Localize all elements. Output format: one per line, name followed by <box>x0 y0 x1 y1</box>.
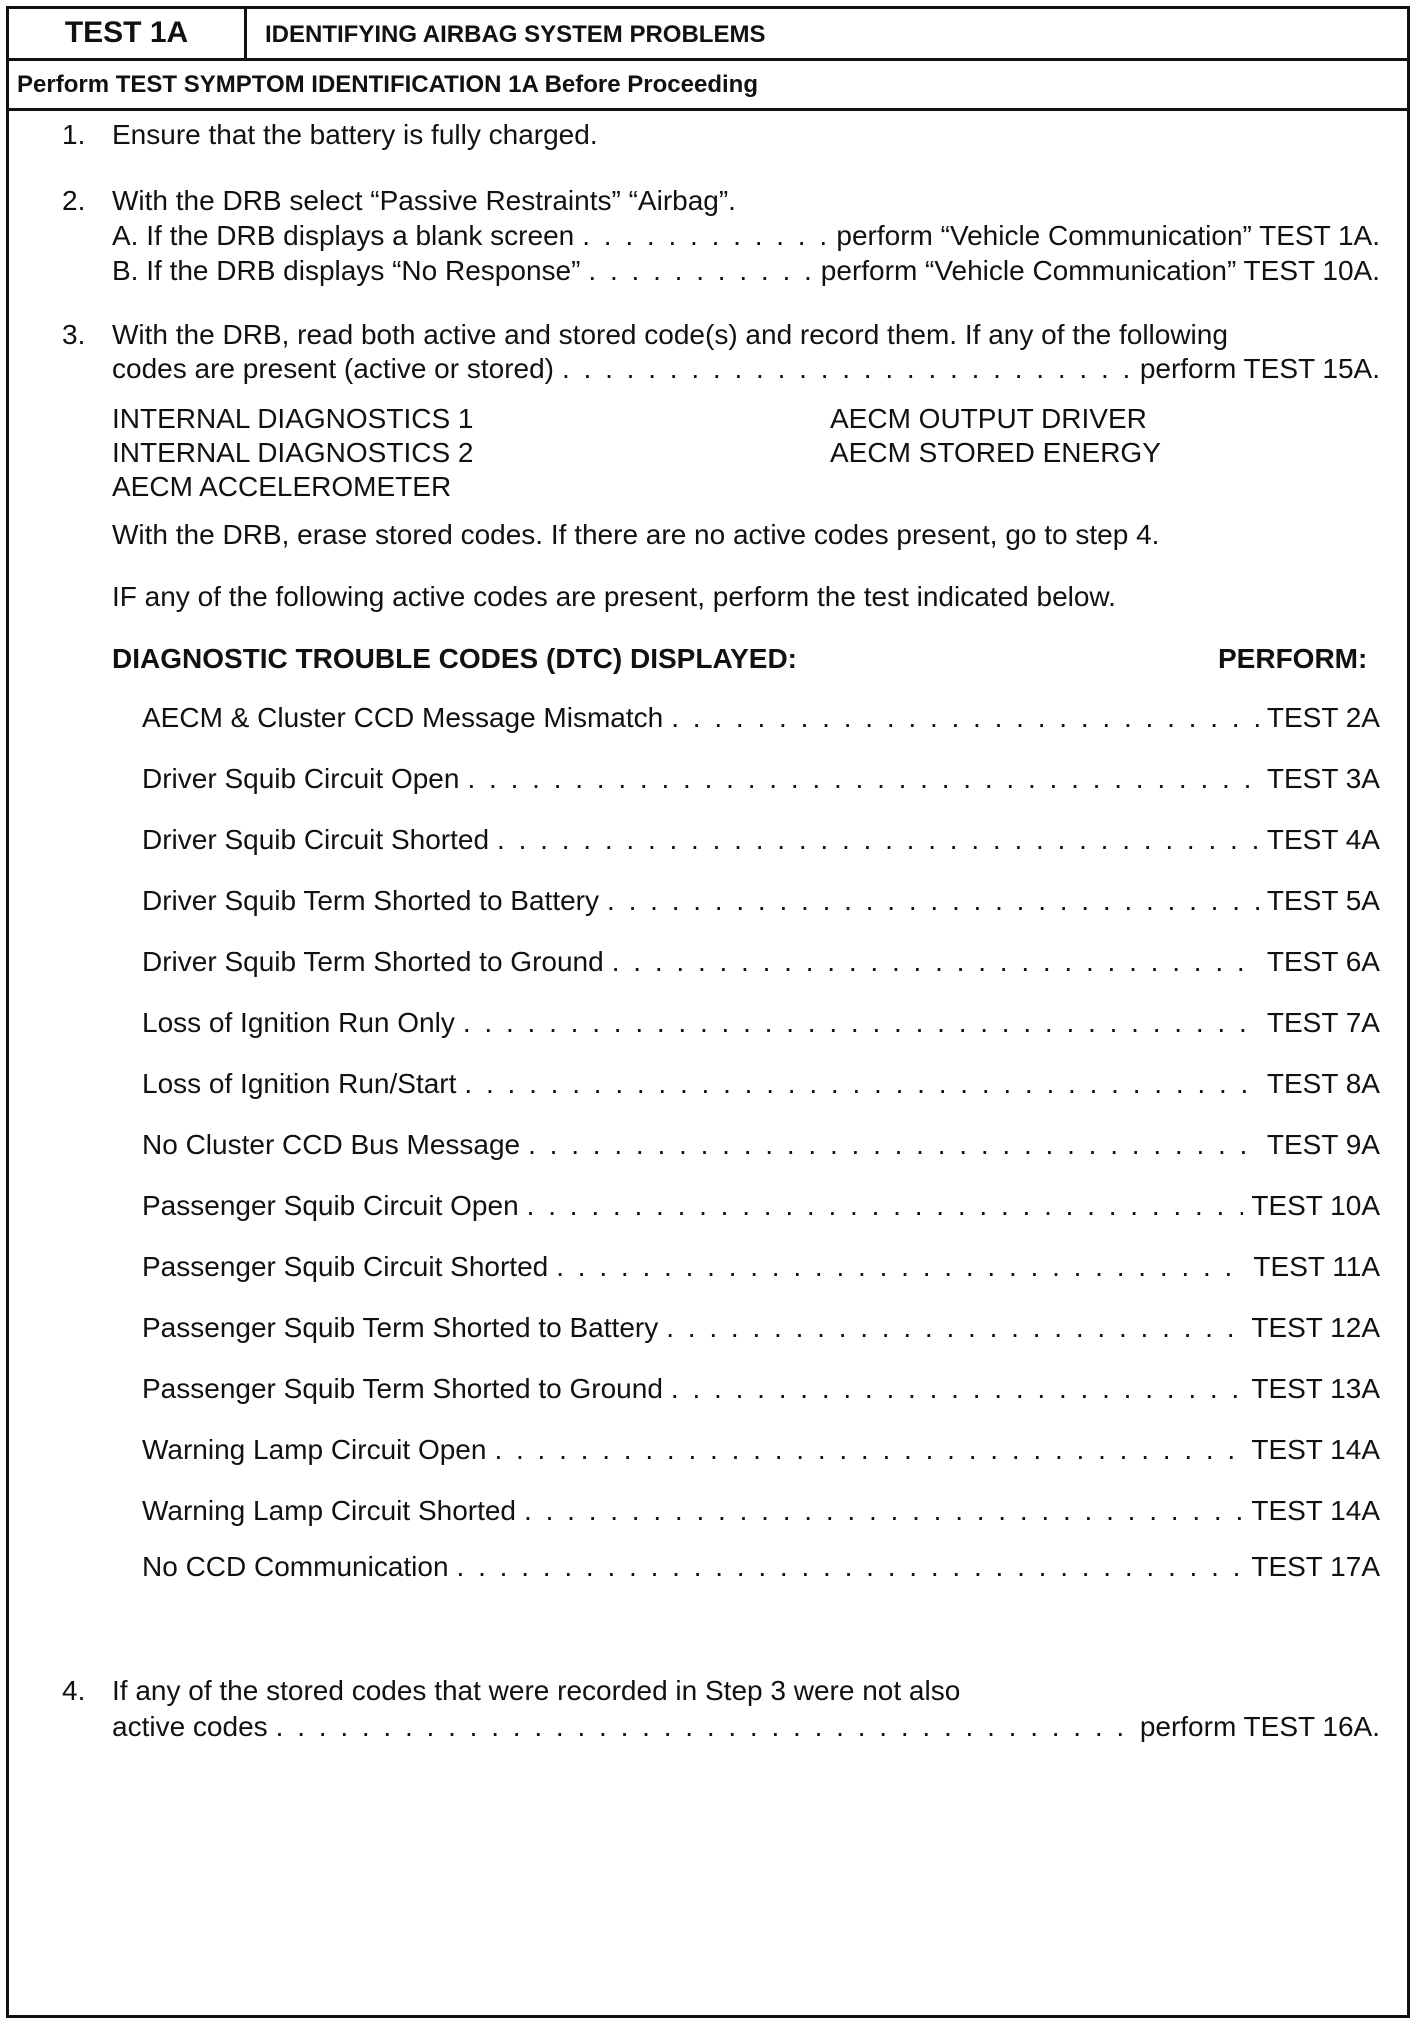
dtc-test: TEST 6A <box>1266 946 1380 977</box>
step-3-erase-text: With the DRB, erase stored codes. If there are no active codes present, go to step 4. <box>112 519 1160 550</box>
dtc-test: TEST 14A <box>1251 1495 1380 1526</box>
dtc-test: TEST 13A <box>1251 1373 1380 1404</box>
step-2b-text: B. If the DRB displays “No Response” <box>112 255 581 286</box>
dtc-test: TEST 12A <box>1251 1312 1380 1343</box>
dtc-test: TEST 9A <box>1266 1129 1380 1160</box>
dtc-row <box>142 823 1380 857</box>
leader-dots <box>528 1128 1259 1162</box>
dtc-row <box>142 1311 1380 1345</box>
leader-dots <box>588 254 812 288</box>
subtitle: Perform TEST SYMPTOM IDENTIFICATION 1A Before Proceeding <box>9 61 1407 111</box>
dtc-code: No Cluster CCD Bus Message <box>142 1129 521 1160</box>
dtc-code: Loss of Ignition Run Only <box>142 1007 455 1038</box>
leader-dots <box>467 762 1258 796</box>
step-3-line1: With the DRB, read both active and stored code(s) and record them. If any of the following <box>112 319 1228 350</box>
leader-dots <box>562 352 1132 386</box>
step-2a-action: perform “Vehicle Communication” TEST 1A. <box>836 220 1380 251</box>
leader-dots <box>276 1710 1132 1744</box>
dtc-code: Warning Lamp Circuit Shorted <box>142 1495 517 1526</box>
dtc-row <box>142 1494 1380 1528</box>
leader-dots <box>494 1433 1243 1467</box>
step-4-line1: If any of the stored codes that were recorded in Step 3 were not also <box>112 1675 961 1706</box>
step-2-number: 2. <box>62 185 86 216</box>
code-accelerometer: AECM ACCELEROMETER <box>112 471 452 502</box>
dtc-code: AECM & Cluster CCD Message Mismatch <box>142 702 664 733</box>
dtc-row <box>142 701 1380 735</box>
step-4-number: 4. <box>62 1675 86 1706</box>
leader-dots <box>612 945 1259 979</box>
leader-dots <box>463 1006 1259 1040</box>
code-internal-diag-1: INTERNAL DIAGNOSTICS 1 <box>112 403 474 434</box>
dtc-row <box>142 1250 1380 1284</box>
step-1-text: Ensure that the battery is fully charged. <box>112 119 598 150</box>
step-4-line2 <box>112 1710 1380 1744</box>
leader-dots <box>671 701 1259 735</box>
leader-dots <box>671 1372 1243 1406</box>
dtc-row <box>142 1372 1380 1406</box>
step-2b <box>112 254 1380 288</box>
step-2a-text: A. If the DRB displays a blank screen <box>112 220 575 251</box>
dtc-code: Passenger Squib Circuit Open <box>142 1190 519 1221</box>
step-3-if-text: IF any of the following active codes are present, perform the test indicated below. <box>112 581 1116 612</box>
dtc-test: TEST 5A <box>1266 885 1380 916</box>
dtc-test: TEST 14A <box>1251 1434 1380 1465</box>
code-stored-energy: AECM STORED ENERGY <box>830 437 1161 468</box>
test-id: TEST 1A <box>9 9 247 58</box>
dtc-code: Driver Squib Term Shorted to Ground <box>142 946 604 977</box>
step-4-line2-action: perform TEST 16A. <box>1139 1711 1380 1742</box>
leader-dots <box>527 1189 1244 1223</box>
dtc-code: No CCD Communication <box>142 1551 449 1582</box>
step-2b-action: perform “Vehicle Communication” TEST 10A. <box>820 255 1380 286</box>
dtc-test: TEST 10A <box>1251 1190 1380 1221</box>
dtc-code: Passenger Squib Term Shorted to Battery <box>142 1312 659 1343</box>
dtc-row <box>142 762 1380 796</box>
dtc-row <box>142 1006 1380 1040</box>
leader-dots <box>457 1550 1244 1584</box>
step-3-line2 <box>112 352 1380 386</box>
dtc-row <box>142 945 1380 979</box>
dtc-row <box>142 1128 1380 1162</box>
dtc-test: TEST 11A <box>1253 1251 1380 1282</box>
leader-dots <box>524 1494 1243 1528</box>
step-2-text: With the DRB select “Passive Restraints” “Airbag”. <box>112 185 736 216</box>
dtc-code: Passenger Squib Term Shorted to Ground <box>142 1373 663 1404</box>
dtc-test: TEST 2A <box>1266 702 1380 733</box>
leader-dots <box>497 823 1259 857</box>
dtc-code: Driver Squib Circuit Shorted <box>142 824 490 855</box>
step-3-number: 3. <box>62 319 86 350</box>
dtc-test: TEST 4A <box>1266 824 1380 855</box>
dtc-row <box>142 1189 1380 1223</box>
dtc-code: Loss of Ignition Run/Start <box>142 1068 457 1099</box>
header-row <box>9 9 1407 61</box>
step-3-line2-text: codes are present (active or stored) <box>112 353 554 384</box>
code-output-driver: AECM OUTPUT DRIVER <box>830 403 1147 434</box>
dtc-test: TEST 3A <box>1266 763 1380 794</box>
dtc-code: Warning Lamp Circuit Open <box>142 1434 487 1465</box>
perform-header: PERFORM: <box>1218 643 1368 674</box>
dtc-row <box>142 1433 1380 1467</box>
dtc-row <box>142 884 1380 918</box>
dtc-row <box>142 1550 1380 1584</box>
step-2a <box>112 219 1380 253</box>
step-3-line2-action: perform TEST 15A. <box>1139 353 1380 384</box>
leader-dots <box>666 1311 1243 1345</box>
leader-dots <box>556 1250 1245 1284</box>
dtc-header: DIAGNOSTIC TROUBLE CODES (DTC) DISPLAYED: <box>112 643 797 674</box>
step-4-line2-text: active codes <box>112 1711 268 1742</box>
dtc-test: TEST 8A <box>1266 1068 1380 1099</box>
code-internal-diag-2: INTERNAL DIAGNOSTICS 2 <box>112 437 474 468</box>
leader-dots <box>464 1067 1259 1101</box>
dtc-code: Driver Squib Circuit Open <box>142 763 460 794</box>
dtc-row <box>142 1067 1380 1101</box>
dtc-code: Passenger Squib Circuit Shorted <box>142 1251 549 1282</box>
leader-dots <box>607 884 1259 918</box>
page-title: IDENTIFYING AIRBAG SYSTEM PROBLEMS <box>265 21 766 48</box>
dtc-test: TEST 17A <box>1251 1551 1380 1582</box>
dtc-test: TEST 7A <box>1266 1007 1380 1038</box>
step-1-number: 1. <box>62 119 86 150</box>
leader-dots <box>582 219 828 253</box>
dtc-code: Driver Squib Term Shorted to Battery <box>142 885 600 916</box>
